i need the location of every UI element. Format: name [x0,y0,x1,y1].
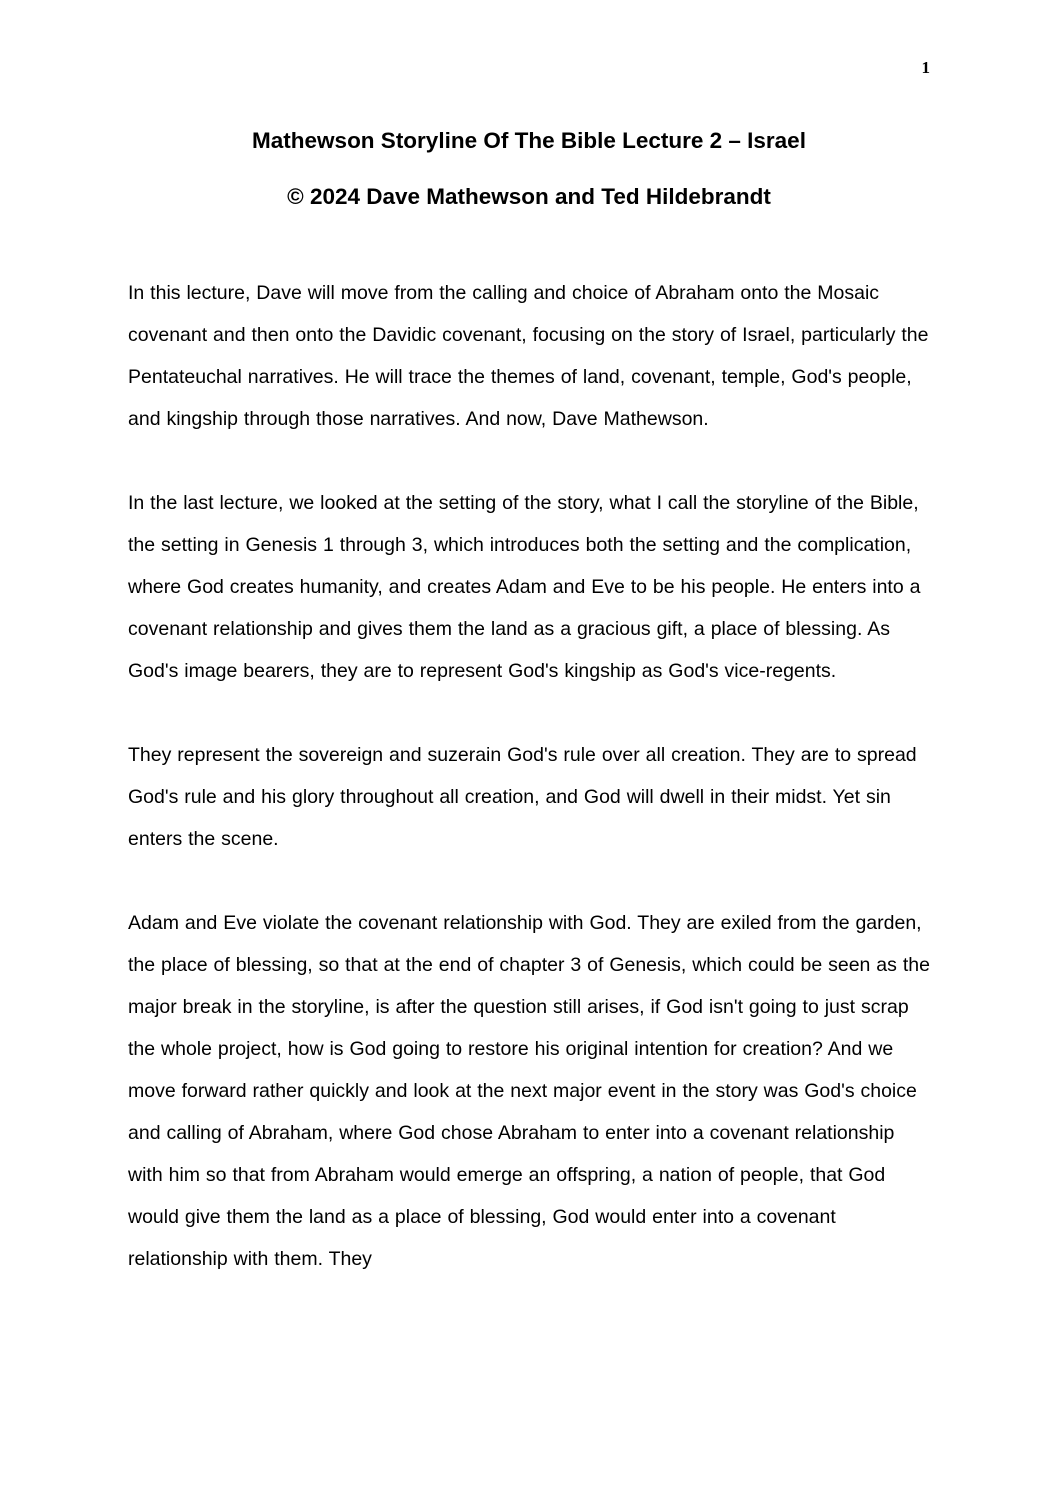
paragraph: In this lecture, Dave will move from the calling and choice of Abraham onto the Mosaic covenant and then onto the Davidic covenant, focusing on the story of Israel, particularly the Pentateuchal narratives. He will trace the themes of land, covenant, temple, God's people, and kingship through those narratives. And now, Dave Mathewson. [128,282,929,430]
title-block [0,0,1058,212]
paragraph: In the last lecture, we looked at the setting of the story, what I call the storyline of the Bible, the setting in Genesis 1 through 3, which introduces both the setting and the complication, where God creates humanity, and creates Adam and Eve to be his people. He enters into a covenant relationship and gives them the land as a gracious gift, a place of blessing. As God's image bearers, they are to represent God's kingship as God's vice-regents. [128,492,921,682]
page-number: 1 [921,58,930,77]
paragraph: They represent the sovereign and suzerain God's rule over all creation. They are to spread God's rule and his glory throughout all creation, and God will dwell in their midst. Yet sin enters the scene. [128,744,917,850]
document-title: Mathewson Storyline Of The Bible Lecture 2 – Israel [252,128,806,153]
paragraph: Adam and Eve violate the covenant relationship with God. They are exiled from the garden, the place of blessing, so that at the end of chapter 3 of Genesis, which could be seen as the major break in the storyline, is after the question still arises, if God isn't going to just scrap the whole project, how is God going to restore his original intention for creation? And we move forward rather quickly and look at the next major event in the story was God's choice and calling of Abraham, where God chose Abraham to enter into a covenant relationship with him so that from Abraham would emerge an offspring, a nation of people, that God would give them the land as a place of blessing, God would enter into a covenant relationship with them. They [128,912,930,1270]
document-copyright: © 2024 Dave Mathewson and Ted Hildebrandt [287,184,771,209]
document-body [128,212,930,1280]
